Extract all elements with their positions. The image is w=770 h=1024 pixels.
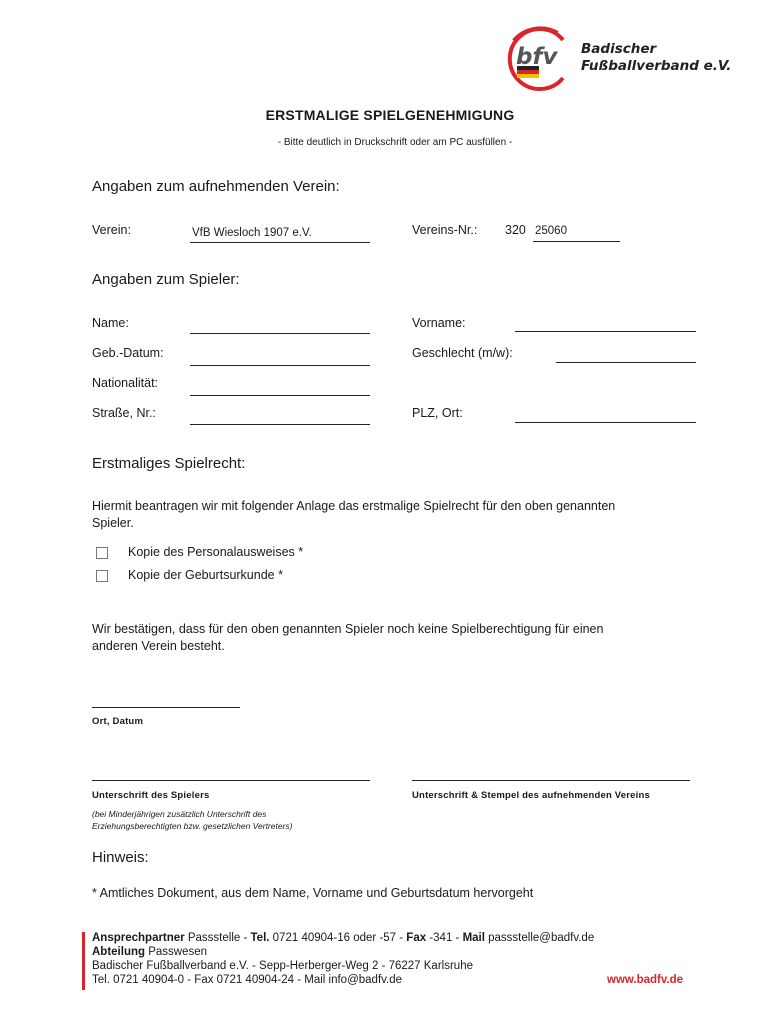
footer-fax-value: -341 - [426,932,463,944]
footer-mail-label: Mail [462,932,485,944]
vereins-nr-underline [533,241,620,242]
footer-mail-value: passstelle@badfv.de [484,932,595,944]
name-field[interactable] [190,333,370,334]
spieler-signature-field[interactable] [92,780,370,781]
footer-tel-label: Tel. [250,932,270,944]
spielrecht-text-line1: Hiermit beantragen wir mit folgender Anlage das erstmalige Spielrecht für den oben genannten [92,499,616,513]
confirm-text-line2: anderen Verein besteht. [92,639,225,653]
geb-datum-field[interactable] [190,365,370,366]
verein-field[interactable]: VfB Wiesloch 1907 e.V. [192,227,312,239]
page-title: ERSTMALIGE SPIELGENEHMIGUNG [265,107,515,123]
vorname-field[interactable] [515,331,696,332]
org-name-line1: Badischer [581,41,657,57]
bfv-logo-mark [503,26,573,92]
verein-label: Verein: [92,223,131,237]
plz-ort-label: PLZ, Ort: [412,406,463,420]
footer-tel-value: 0721 40904-16 oder -57 - [269,932,407,944]
geburtsurkunde-checkbox[interactable] [96,570,108,582]
footer-abteilung-label: Abteilung [92,946,146,958]
footer-abteilung-line [92,945,207,959]
geb-datum-label: Geb.-Datum: [92,346,164,360]
nationalitaet-field[interactable] [190,395,370,396]
spieler-signature-label: Unterschrift des Spielers [92,790,210,801]
vereins-nr-label: Vereins-Nr.: [412,223,478,237]
vereins-nr-field[interactable]: 25060 [535,225,567,237]
geschlecht-label: Geschlecht (m/w): [412,346,513,360]
footer-abteilung-value: Passwesen [145,946,208,958]
ort-datum-label: Ort, Datum [92,716,144,727]
footer-address: Badischer Fußballverband e.V. - Sepp-Herberger-Weg 2 - 76227 Karlsruhe [92,960,473,972]
nationalitaet-label: Nationalität: [92,376,159,390]
footer-accent-bar [82,932,85,990]
footer-contact-info: Tel. 0721 40904-0 - Fax 0721 40904-24 - Mail info@badfv.de [92,974,403,986]
footer-ansprech-label: Ansprechpartner [92,932,185,944]
name-label: Name: [92,316,129,330]
verein-signature-label: Unterschrift & Stempel des aufnehmenden Vereins [412,790,650,801]
personalausweis-checkbox[interactable] [96,547,108,559]
footer-ansprech-value: Passstelle - [184,932,251,944]
verein-signature-field[interactable] [412,780,690,781]
geschlecht-field[interactable] [556,362,696,363]
page-subtitle: - Bitte deutlich in Druckschrift oder am PC ausfüllen - [277,137,513,148]
bfv-logo [503,26,573,92]
hinweis-text: * Amtliches Dokument, aus dem Name, Vorname und Geburtsdatum hervorgeht [92,886,534,900]
logo-wordmark: bfv [516,44,558,70]
section-heading-hinweis: Hinweis: [92,849,149,866]
footer-fax-label: Fax [406,932,427,944]
section-heading-spielrecht: Erstmaliges Spielrecht: [92,455,246,472]
ort-datum-field[interactable] [92,707,240,708]
vorname-label: Vorname: [412,316,466,330]
org-name-line2: Fußballverband e.V. [581,58,732,74]
geburtsurkunde-label: Kopie der Geburtsurkunde * [128,568,283,582]
minor-note-line2: Erziehungsberechtigten bzw. gesetzlichen Vertreters) [92,821,293,831]
footer-contact-line [92,931,594,945]
personalausweis-label: Kopie des Personalausweises * [128,545,304,559]
section-heading-spieler: Angaben zum Spieler: [92,271,240,288]
verein-underline [190,242,370,243]
footer-website-link[interactable]: www.badfv.de [607,974,684,986]
plz-ort-field[interactable] [515,422,696,423]
strasse-field[interactable] [190,424,370,425]
vereins-nr-prefix: 320 [505,223,526,237]
section-heading-verein: Angaben zum aufnehmenden Verein: [92,178,340,195]
spielrecht-text-line2: Spieler. [92,516,134,530]
confirm-text-line1: Wir bestätigen, dass für den oben genannten Spieler noch keine Spielberechtigung für einen [92,622,604,636]
minor-note-line1: (bei Minderjährigen zusätzlich Unterschrift des [92,809,267,819]
strasse-label: Straße, Nr.: [92,406,156,420]
